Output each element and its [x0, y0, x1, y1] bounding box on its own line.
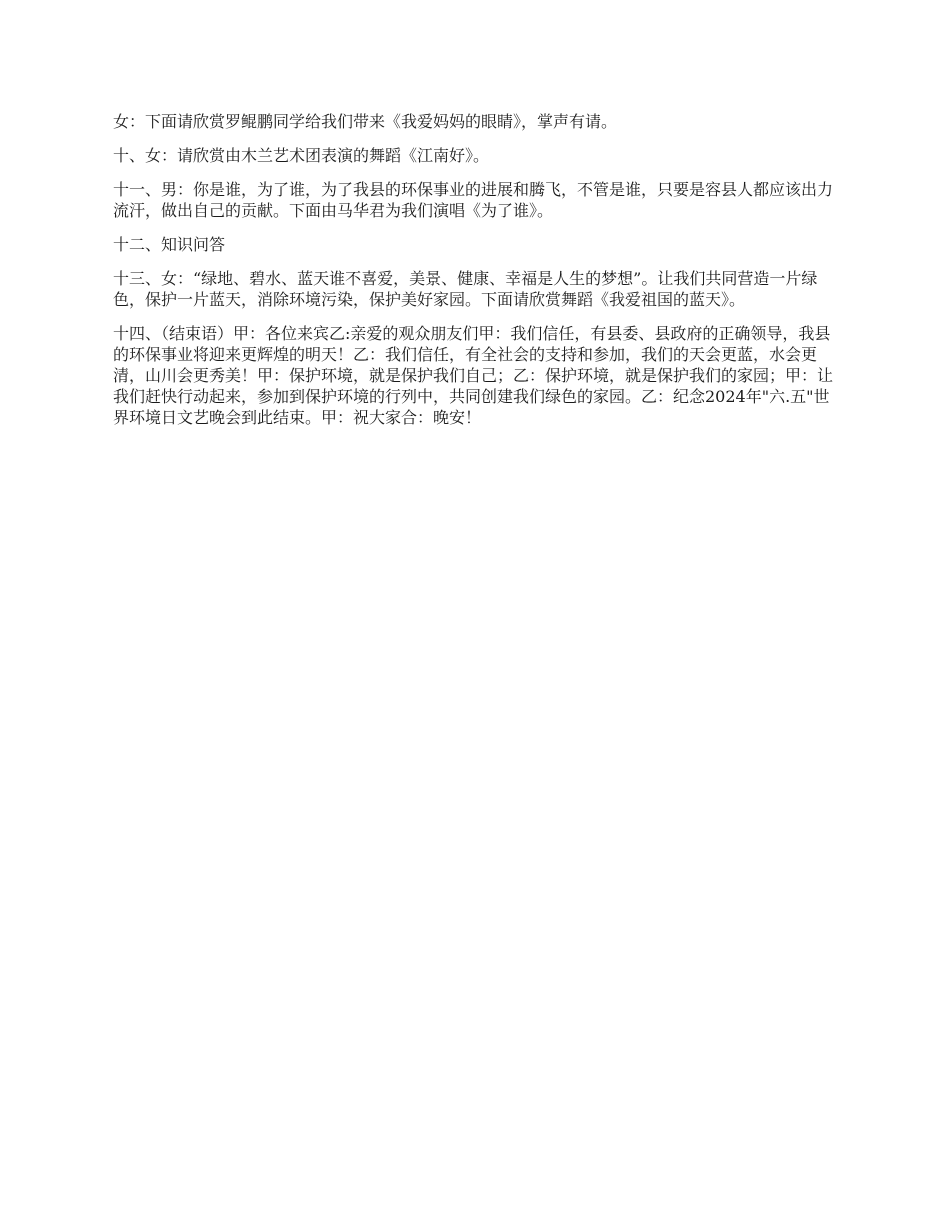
- paragraph: 女：下面请欣赏罗鲲鹏同学给我们带来《我爱妈妈的眼睛》，掌声有请。: [113, 112, 618, 131]
- document-body: [113, 111, 840, 441]
- paragraph: 十、女：请欣赏由木兰艺术团表演的舞蹈《江南好》。: [113, 146, 490, 165]
- paragraph: 十四、（结束语）甲：各位来宾乙:亲爱的观众朋友们甲：我们信任，有县委、县政府的正确领导，我县的环保事业将迎来更辉煌的明天！乙：我们信任，有全社会的支持和参加，我们的天会更蓝，水会更清，山川会更秀美！甲：保护环境，就是保护我们自己；乙：保护环境，就是保护我们的家园；甲：让我们赶快行动起来，参加到保护环境的行列中，共同创建我们绿色的家园。乙：纪念2024年"六.五"世界环境日文艺晚会到此结束。甲：祝大家合：晚安！: [113, 324, 834, 427]
- paragraph: 十三、女：“绿地、碧水、蓝天谁不喜爱，美景、健康、幸福是人生的梦想”。让我们共同营造一片绿色，保护一片蓝天，消除环境污染，保护美好家园。下面请欣赏舞蹈《我爱祖国的蓝天》。: [113, 269, 818, 309]
- paragraph: 十一、男：你是谁，为了谁，为了我县的环保事业的进展和腾飞，不管是谁，只要是容县人都应该出力流汗，做出自己的贡献。下面由马华君为我们演唱《为了谁》。: [113, 180, 834, 220]
- paragraph: 十二、知识问答: [113, 235, 226, 254]
